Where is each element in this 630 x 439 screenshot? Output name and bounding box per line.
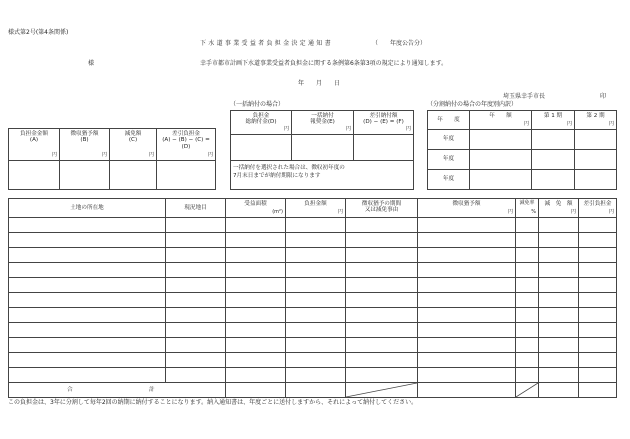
- value-cell[interactable]: [470, 130, 532, 150]
- total-reduction-rate-cell: [516, 383, 539, 398]
- table-cell[interactable]: [418, 218, 516, 233]
- table-cell[interactable]: [166, 323, 226, 338]
- table-cell[interactable]: [346, 293, 418, 308]
- header-deferral-period: 徴収猶予の期間 又は減免事由: [346, 199, 418, 218]
- header-burden-amount: 負担金金額 (A) 円: [9, 129, 60, 161]
- yen-unit: 円: [101, 152, 107, 159]
- yen-unit: 円: [608, 121, 614, 128]
- table-cell[interactable]: [579, 218, 617, 233]
- table-cell[interactable]: [166, 293, 226, 308]
- value-cell[interactable]: [532, 170, 575, 190]
- table-cell[interactable]: [418, 278, 516, 293]
- table-cell[interactable]: [226, 353, 286, 368]
- header-period-2: 第 2 期 円: [575, 111, 617, 130]
- table-cell[interactable]: [226, 323, 286, 338]
- table-cell[interactable]: [579, 308, 617, 323]
- yen-unit: 円: [337, 209, 343, 216]
- table-row: [9, 353, 617, 368]
- value-cell[interactable]: [231, 135, 292, 161]
- value-cell[interactable]: [575, 170, 617, 190]
- table-cell[interactable]: [418, 368, 516, 383]
- table-cell[interactable]: [539, 278, 579, 293]
- value-cell[interactable]: [470, 150, 532, 170]
- table-cell[interactable]: [226, 263, 286, 278]
- header-location: 土地の所在地: [9, 199, 166, 218]
- table-cell[interactable]: [539, 338, 579, 353]
- table-cell[interactable]: [166, 338, 226, 353]
- header-burden-amount: 負担金額 円: [286, 199, 346, 218]
- table-cell[interactable]: [418, 308, 516, 323]
- table-cell[interactable]: [166, 233, 226, 248]
- year-row-label: 年度: [428, 170, 470, 190]
- table-row: [9, 263, 617, 278]
- issuer-name: 埼玉県幸手市長: [503, 93, 546, 100]
- table-cell[interactable]: [286, 308, 346, 323]
- year-row-label: 年度: [428, 150, 470, 170]
- total-deferral-period-cell: [346, 383, 418, 398]
- table-cell[interactable]: [346, 218, 418, 233]
- table-cell[interactable]: [9, 233, 166, 248]
- table-row: [9, 218, 617, 233]
- table-cell[interactable]: [286, 323, 346, 338]
- table-cell[interactable]: [418, 233, 516, 248]
- table-cell[interactable]: [346, 323, 418, 338]
- table-cell[interactable]: [226, 248, 286, 263]
- table-cell[interactable]: [539, 233, 579, 248]
- table-cell[interactable]: [539, 218, 579, 233]
- table-cell[interactable]: [346, 248, 418, 263]
- header-reduction-amount: 減 免 額 円: [539, 199, 579, 218]
- table-cell[interactable]: [579, 323, 617, 338]
- table-row: [9, 323, 617, 338]
- table-cell[interactable]: [418, 293, 516, 308]
- table-cell[interactable]: [539, 308, 579, 323]
- burden-summary-table: [8, 128, 216, 190]
- table-cell[interactable]: [516, 233, 539, 248]
- table-cell[interactable]: [286, 353, 346, 368]
- table-cell[interactable]: [418, 248, 516, 263]
- value-cell[interactable]: [354, 135, 414, 161]
- table-cell[interactable]: [346, 263, 418, 278]
- table-cell[interactable]: [226, 308, 286, 323]
- footer-note: この負担金は、3年に分割して毎年2回の納期に納付することになります。納入通知書は、年度ごとに送付しますから、それによって納付してください。: [8, 399, 418, 406]
- table-cell[interactable]: [286, 368, 346, 383]
- table-cell[interactable]: [166, 368, 226, 383]
- table-cell[interactable]: [286, 278, 346, 293]
- value-cell[interactable]: [575, 150, 617, 170]
- value-cell[interactable]: [292, 135, 354, 161]
- table-cell[interactable]: [579, 353, 617, 368]
- table-cell[interactable]: [166, 353, 226, 368]
- yen-unit: 円: [570, 209, 576, 216]
- yen-unit: 円: [345, 126, 351, 133]
- value-cell[interactable]: [9, 161, 60, 190]
- table-cell[interactable]: [516, 308, 539, 323]
- table-cell[interactable]: [9, 218, 166, 233]
- lump-sum-table: [230, 110, 414, 190]
- table-row: [9, 248, 617, 263]
- form-number: 様式第2号(第4条関係): [8, 29, 69, 36]
- total-deferral-amount-cell[interactable]: [418, 383, 516, 398]
- table-cell[interactable]: [226, 218, 286, 233]
- year-row-label: 年度: [428, 130, 470, 150]
- table-cell[interactable]: [579, 338, 617, 353]
- table-cell[interactable]: [166, 218, 226, 233]
- header-net-burden: 差引負担金 (A) − (B) − (C) = (D) 円: [157, 129, 216, 161]
- table-cell[interactable]: [346, 278, 418, 293]
- lump-sum-title: （一括納付の場合）: [230, 101, 285, 108]
- diagonal-strike: [346, 383, 417, 397]
- table-cell[interactable]: [539, 368, 579, 383]
- table-cell[interactable]: [418, 323, 516, 338]
- fiscal-year-label: （ 年度公告分）: [372, 40, 427, 47]
- header-net-burden: 差引負担金 円: [579, 199, 617, 218]
- table-row: [9, 368, 617, 383]
- table-row: [9, 233, 617, 248]
- table-row: [9, 308, 617, 323]
- table-cell[interactable]: [9, 368, 166, 383]
- table-cell[interactable]: [539, 353, 579, 368]
- total-area-cell[interactable]: [226, 383, 286, 398]
- table-cell[interactable]: [286, 263, 346, 278]
- total-reduction-amount-cell[interactable]: [539, 383, 579, 398]
- yen-unit: 円: [148, 152, 154, 159]
- table-cell[interactable]: [286, 248, 346, 263]
- table-cell[interactable]: [539, 248, 579, 263]
- table-cell[interactable]: [516, 353, 539, 368]
- land-detail-table: [8, 198, 617, 398]
- table-cell[interactable]: [579, 248, 617, 263]
- value-cell[interactable]: [470, 170, 532, 190]
- value-cell[interactable]: [575, 130, 617, 150]
- header-total-payment: 負担金 総納付金(D) 円: [231, 111, 292, 135]
- header-deferral-amount: 徴収猶予額 (B) 円: [60, 129, 110, 161]
- table-cell[interactable]: [166, 278, 226, 293]
- seal-mark: 印: [600, 93, 607, 100]
- table-cell[interactable]: [9, 338, 166, 353]
- table-cell[interactable]: [9, 248, 166, 263]
- table-cell[interactable]: [286, 293, 346, 308]
- table-row: [9, 278, 617, 293]
- table-cell[interactable]: [418, 353, 516, 368]
- table-cell[interactable]: [516, 323, 539, 338]
- table-cell[interactable]: [346, 233, 418, 248]
- header-land-category: 現況地目: [166, 199, 226, 218]
- total-label: 合 計: [9, 383, 226, 398]
- table-cell[interactable]: [418, 263, 516, 278]
- table-cell[interactable]: [9, 263, 166, 278]
- header-benefit-area: 受益面積 (m²): [226, 199, 286, 218]
- main-table-header: [9, 199, 617, 218]
- value-cell[interactable]: [157, 161, 216, 190]
- yen-unit: 円: [566, 121, 572, 128]
- table-cell[interactable]: [418, 338, 516, 353]
- table-cell[interactable]: [226, 233, 286, 248]
- table-cell[interactable]: [166, 248, 226, 263]
- table-cell[interactable]: [226, 293, 286, 308]
- diagonal-strike: [516, 383, 538, 397]
- table-cell[interactable]: [9, 308, 166, 323]
- table-cell[interactable]: [9, 278, 166, 293]
- yen-unit: 円: [283, 126, 289, 133]
- installment-table: [427, 110, 617, 190]
- table-cell[interactable]: [226, 338, 286, 353]
- value-cell[interactable]: [532, 130, 575, 150]
- table-cell[interactable]: [539, 323, 579, 338]
- total-row: [9, 383, 617, 398]
- table-cell[interactable]: [579, 233, 617, 248]
- value-cell[interactable]: [60, 161, 110, 190]
- value-cell[interactable]: [532, 150, 575, 170]
- table-cell[interactable]: [166, 308, 226, 323]
- notice-body-text: 幸手市都市計画下水道事業受益者負担金に関する条例第6条第3項の規定により通知します。: [200, 60, 448, 67]
- header-fiscal-year: 年 度: [428, 111, 470, 130]
- table-cell[interactable]: [579, 263, 617, 278]
- value-cell[interactable]: [110, 161, 157, 190]
- total-burden-cell[interactable]: [286, 383, 346, 398]
- header-net-payment: 差引納付額 (D) − (E) = (F) 円: [354, 111, 414, 135]
- table-cell[interactable]: [9, 293, 166, 308]
- table-cell[interactable]: [286, 218, 346, 233]
- yen-unit: 円: [51, 152, 57, 159]
- yen-unit: 円: [507, 209, 513, 216]
- yen-unit: 円: [523, 121, 529, 128]
- date-line: 年 月 日: [298, 80, 341, 87]
- table-cell[interactable]: [226, 278, 286, 293]
- table-cell[interactable]: [226, 368, 286, 383]
- table-cell[interactable]: [346, 353, 418, 368]
- table-cell[interactable]: [516, 293, 539, 308]
- table-cell[interactable]: [516, 278, 539, 293]
- table-cell[interactable]: [516, 368, 539, 383]
- addressee-suffix: 様: [88, 60, 95, 67]
- table-cell[interactable]: [516, 218, 539, 233]
- table-cell[interactable]: [516, 338, 539, 353]
- table-cell[interactable]: [539, 293, 579, 308]
- header-deferral-amount: 徴収猶予額 円: [418, 199, 516, 218]
- table-cell[interactable]: [9, 323, 166, 338]
- table-cell[interactable]: [346, 368, 418, 383]
- lump-sum-note: 一括納付を選択された場合は、徴収初年度の 7月末日までが納付期限になります: [231, 161, 414, 190]
- header-annual-amount: 年 額 円: [470, 111, 532, 130]
- table-cell[interactable]: [166, 263, 226, 278]
- yen-unit: 円: [207, 152, 213, 159]
- table-cell[interactable]: [9, 353, 166, 368]
- header-reduction-rate: 減免率 %: [516, 199, 539, 218]
- header-reduction-amount: 減免額 (C) 円: [110, 129, 157, 161]
- table-cell[interactable]: [539, 263, 579, 278]
- table-cell[interactable]: [346, 338, 418, 353]
- table-row: [9, 293, 617, 308]
- document-title: 下 水 道 事 業 受 益 者 負 担 金 決 定 通 知 書: [200, 40, 331, 47]
- table-cell[interactable]: [346, 308, 418, 323]
- yen-unit: 円: [608, 209, 614, 216]
- header-period-1: 第 1 期 円: [532, 111, 575, 130]
- table-cell[interactable]: [286, 233, 346, 248]
- table-cell[interactable]: [286, 338, 346, 353]
- table-row: [9, 338, 617, 353]
- table-cell[interactable]: [516, 263, 539, 278]
- yen-unit: 円: [405, 126, 411, 133]
- table-cell[interactable]: [579, 293, 617, 308]
- total-net-burden-cell[interactable]: [579, 383, 617, 398]
- table-cell[interactable]: [516, 248, 539, 263]
- installment-title: （分割納付の場合の年度別内訳）: [427, 101, 518, 108]
- table-cell[interactable]: [579, 278, 617, 293]
- header-lump-sum-reward: 一括納付 報奨金(E) 円: [292, 111, 354, 135]
- table-cell[interactable]: [579, 368, 617, 383]
